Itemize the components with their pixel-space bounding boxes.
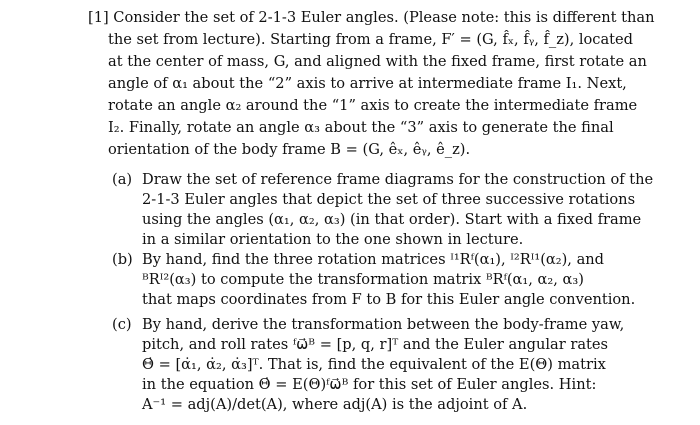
problem-line: rotate an angle α₂ around the “1” axis to create the intermediate frame bbox=[108, 97, 638, 114]
part-line: using the angles (α₁, α₂, α₃) (in that order). Start with a fixed frame bbox=[142, 211, 642, 228]
part-label: (c) bbox=[112, 316, 132, 333]
part-label: (b) bbox=[112, 251, 133, 268]
part-line: A⁻¹ = adj(A)/det(A), where adj(A) is the adjoint of A. bbox=[142, 396, 528, 413]
problem-line: I₂. Finally, rotate an angle α₃ about the “3” axis to generate the final bbox=[108, 119, 614, 136]
part-line: By hand, find the three rotation matrices ᴵ¹Rᶠ(α₁), ᴵ²Rᴵ¹(α₂), and bbox=[142, 251, 605, 268]
part-line: in a similar orientation to the one shown in lecture. bbox=[142, 231, 524, 248]
part-line: in the equation Θ̇ = E(Θ)ᶠω⃗ᴮ for this set of Euler angles. Hint: bbox=[142, 376, 597, 393]
part-line: ᴮRᴵ²(α₃) to compute the transformation matrix ᴮRᶠ(α₁, α₂, α₃) bbox=[142, 271, 584, 288]
part-line: Draw the set of reference frame diagrams for the construction of the bbox=[142, 171, 654, 188]
problem-line: [1] Consider the set of 2-1-3 Euler angles. (Please note: this is different than bbox=[88, 9, 655, 26]
part-line: By hand, derive the transformation between the body-frame yaw, bbox=[142, 316, 625, 333]
part-label: (a) bbox=[112, 171, 133, 188]
part-line: pitch, and roll rates ᶠω⃗ᴮ = [p, q, r]ᵀ and the Euler angular rates bbox=[142, 336, 609, 353]
problem-line: the set from lecture). Starting from a frame, F′ = (G, f̂ₓ, f̂ᵧ, f̂_z), located bbox=[108, 31, 634, 48]
part-line: Θ̇ = [α̇₁, α̇₂, α̇₃]ᵀ. That is, find the equivalent of the E(Θ) matrix bbox=[142, 356, 606, 373]
problem-line: at the center of mass, G, and aligned with the fixed frame, first rotate an bbox=[108, 53, 647, 70]
part-line: that maps coordinates from F to B for this Euler angle convention. bbox=[142, 291, 636, 308]
problem-line: orientation of the body frame B = (G, êₓ, êᵧ, ê_z). bbox=[108, 141, 471, 158]
problem-line: angle of α₁ about the “2” axis to arrive at intermediate frame I₁. Next, bbox=[108, 75, 627, 92]
part-line: 2-1-3 Euler angles that depict the set of three successive rotations bbox=[142, 191, 636, 208]
